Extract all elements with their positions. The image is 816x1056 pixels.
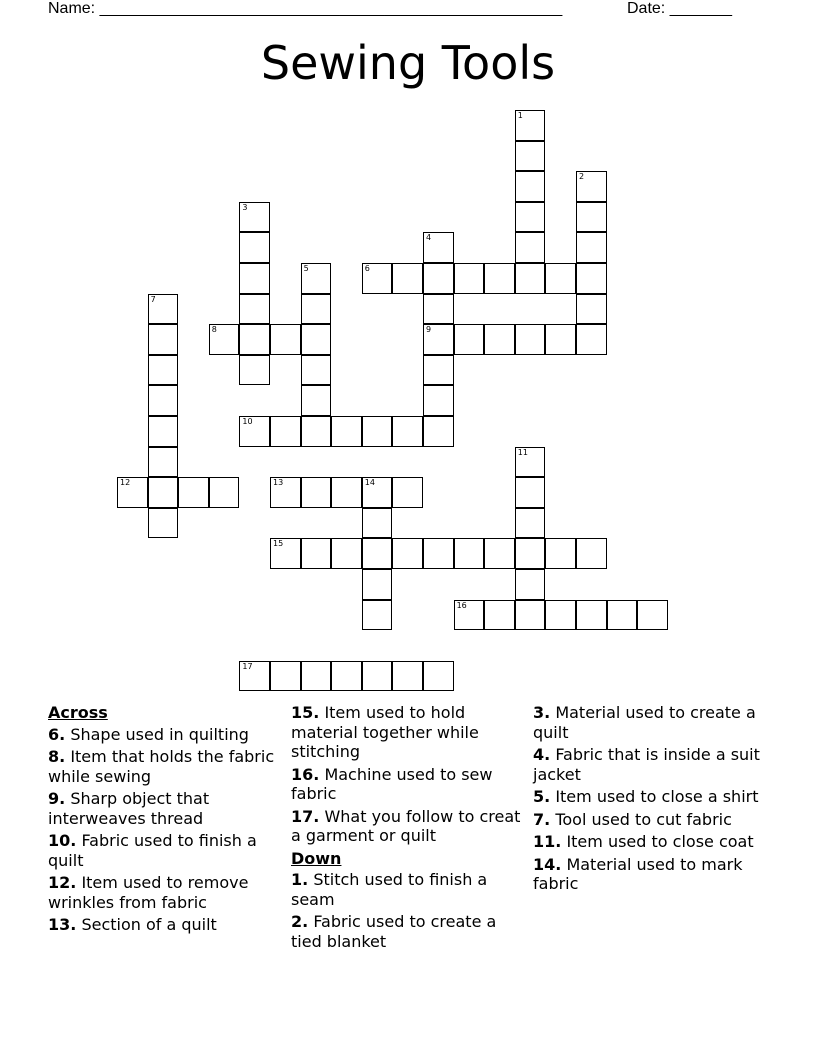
clue-text: Machine used to sew fabric: [291, 764, 493, 803]
clue-number: 10.: [48, 831, 77, 850]
cell-number: 6: [364, 264, 370, 273]
across-clue: [291, 703, 526, 762]
grid-cell[interactable]: [331, 538, 362, 569]
cell-number: 17: [242, 661, 253, 671]
grid-cell[interactable]: [362, 263, 393, 294]
grid-cell[interactable]: [423, 263, 454, 294]
cell-number: 4: [426, 233, 432, 243]
date-field[interactable]: Date: _______: [627, 0, 732, 17]
clue-text: What you follow to creat a garment or quilt: [291, 806, 521, 845]
grid-cell[interactable]: [362, 569, 393, 600]
clue-number: 2.: [291, 912, 309, 931]
grid-cell[interactable]: [270, 477, 301, 508]
grid-cell[interactable]: [392, 416, 423, 447]
grid-cell[interactable]: [607, 600, 638, 631]
grid-cell[interactable]: [515, 508, 546, 539]
across-clue: [48, 789, 283, 828]
cell-number: 7: [150, 294, 156, 304]
grid-cell[interactable]: [545, 324, 576, 355]
grid-cell[interactable]: [576, 324, 607, 355]
down-clue: [291, 870, 526, 909]
name-field[interactable]: Name: ____________________________________________________: [48, 0, 563, 17]
cell-number: 12: [120, 478, 131, 488]
grid-cell[interactable]: [515, 232, 546, 263]
across-clue: [48, 915, 283, 935]
grid-cell[interactable]: [301, 263, 332, 294]
grid-cell[interactable]: [301, 416, 332, 447]
clue-text: Item used to remove wrinkles from fabric: [48, 873, 249, 912]
down-clue: [291, 912, 526, 951]
grid-cell[interactable]: [301, 477, 332, 508]
grid-cell[interactable]: [209, 324, 240, 355]
grid-cell[interactable]: [637, 600, 668, 631]
grid-cell[interactable]: [270, 416, 301, 447]
grid-cell[interactable]: [239, 294, 270, 325]
grid-cell[interactable]: [301, 324, 332, 355]
clue-number: 8.: [48, 747, 66, 766]
clue-number: 9.: [48, 789, 66, 808]
grid-cell[interactable]: [392, 538, 423, 569]
grid-cell[interactable]: [454, 263, 485, 294]
clues-column-3: [533, 703, 768, 897]
grid-cell[interactable]: [484, 538, 515, 569]
grid-cell[interactable]: [423, 232, 454, 263]
cell-number: 15: [273, 539, 284, 549]
grid-cell[interactable]: [239, 416, 270, 447]
grid-cell[interactable]: [484, 263, 515, 294]
grid-cell[interactable]: [515, 171, 546, 202]
grid-cell[interactable]: [423, 385, 454, 416]
grid-cell[interactable]: [270, 324, 301, 355]
cell-number: 14: [364, 478, 375, 488]
clue-text: Stitch used to finish a seam: [291, 870, 488, 909]
grid-cell[interactable]: [423, 324, 454, 355]
grid-cell[interactable]: [148, 294, 179, 325]
clue-text: Tool used to cut fabric: [555, 809, 732, 829]
grid-cell[interactable]: [270, 661, 301, 692]
grid-cell[interactable]: [515, 538, 546, 569]
down-clue: [533, 810, 768, 830]
grid-cell[interactable]: [576, 171, 607, 202]
grid-cell[interactable]: [484, 600, 515, 631]
grid-cell[interactable]: [239, 324, 270, 355]
grid-cell[interactable]: [239, 202, 270, 233]
cell-number: 5: [303, 264, 309, 273]
grid-cell[interactable]: [301, 355, 332, 386]
grid-cell[interactable]: [239, 263, 270, 294]
grid-cell[interactable]: [148, 416, 179, 447]
grid-cell[interactable]: [362, 661, 393, 692]
cell-number: 13: [273, 478, 284, 488]
clue-number: 15.: [291, 703, 320, 722]
grid-cell[interactable]: [301, 294, 332, 325]
clue-text: Item used to close coat: [566, 832, 754, 851]
grid-cell[interactable]: [545, 538, 576, 569]
grid-cell[interactable]: [148, 324, 179, 355]
cell-number: 10: [242, 417, 253, 426]
cell-number: 16: [456, 600, 467, 610]
clue-number: 11.: [533, 832, 562, 851]
grid-cell[interactable]: [515, 202, 546, 233]
across-clue: [291, 765, 526, 804]
grid-cell[interactable]: [362, 508, 393, 539]
across-clue: [48, 831, 283, 870]
grid-cell[interactable]: [484, 324, 515, 355]
grid-cell[interactable]: [148, 477, 179, 508]
clue-number: 3.: [533, 703, 551, 722]
grid-cell[interactable]: [392, 263, 423, 294]
down-clue: [533, 745, 768, 784]
grid-cell[interactable]: [545, 263, 576, 294]
grid-cell[interactable]: [331, 477, 362, 508]
clue-number: 12.: [48, 873, 77, 892]
cell-number: 11: [517, 447, 528, 457]
across-clue: [48, 725, 283, 745]
down-heading: Down: [291, 848, 342, 868]
grid-cell[interactable]: [362, 600, 393, 631]
down-clue: [533, 787, 768, 807]
clue-text: Shape used in quilting: [70, 724, 249, 744]
clue-number: 17.: [291, 806, 320, 826]
clue-text: Fabric that is inside a suit jacket: [533, 745, 760, 784]
down-clue: [533, 855, 768, 894]
grid-cell[interactable]: [362, 538, 393, 569]
clue-number: 5.: [533, 787, 551, 806]
down-clue: [533, 832, 768, 852]
clue-number: 4.: [533, 745, 551, 764]
grid-cell[interactable]: [515, 324, 546, 355]
grid-cell[interactable]: [148, 508, 179, 539]
grid-cell[interactable]: [576, 263, 607, 294]
grid-cell[interactable]: [423, 355, 454, 386]
grid-cell[interactable]: [148, 355, 179, 386]
grid-cell[interactable]: [423, 416, 454, 447]
grid-cell[interactable]: [362, 416, 393, 447]
page-title: Sewing Tools: [260, 36, 556, 90]
grid-cell[interactable]: [301, 661, 332, 692]
grid-cell[interactable]: [301, 538, 332, 569]
grid-cell[interactable]: [331, 416, 362, 447]
grid-cell[interactable]: [392, 661, 423, 692]
cell-number: 2: [579, 172, 585, 182]
across-clue: [48, 747, 283, 786]
grid-cell[interactable]: [576, 600, 607, 631]
clue-text: Material used to mark fabric: [533, 854, 743, 893]
grid-cell[interactable]: [148, 447, 179, 478]
grid-cell[interactable]: [576, 538, 607, 569]
across-heading: Across: [48, 703, 108, 722]
clues-column-2: [291, 703, 526, 954]
grid-cell[interactable]: [545, 600, 576, 631]
grid-cell[interactable]: [423, 661, 454, 692]
grid-cell[interactable]: [209, 477, 240, 508]
grid-cell[interactable]: [270, 538, 301, 569]
clue-number: 1.: [291, 870, 309, 889]
clue-text: Sharp object that interweaves thread: [48, 789, 210, 828]
grid-cell[interactable]: [239, 232, 270, 263]
across-clue: [291, 807, 526, 846]
down-clue: [533, 703, 768, 742]
cell-number: 3: [242, 202, 248, 212]
grid-cell[interactable]: [515, 600, 546, 631]
clue-text: Item used to close a shirt: [555, 787, 759, 806]
grid-cell[interactable]: [454, 600, 485, 631]
clue-number: 6.: [48, 724, 66, 744]
grid-cell[interactable]: [454, 538, 485, 569]
clue-text: Fabric used to create a tied blanket: [291, 912, 497, 951]
clue-text: Material used to create a quilt: [533, 703, 756, 742]
grid-cell[interactable]: [515, 477, 546, 508]
grid-cell[interactable]: [576, 202, 607, 233]
across-clue: [48, 873, 283, 912]
clue-text: Item used to hold material together while stitching: [291, 703, 479, 761]
grid-cell[interactable]: [454, 324, 485, 355]
cell-number: 9: [426, 325, 432, 335]
cell-number: 1: [517, 111, 523, 120]
grid-cell[interactable]: [576, 294, 607, 325]
grid-cell[interactable]: [331, 661, 362, 692]
clues-column-1: [48, 703, 283, 938]
grid-cell[interactable]: [148, 385, 179, 416]
grid-cell[interactable]: [515, 141, 546, 172]
grid-cell[interactable]: [362, 477, 393, 508]
grid-cell[interactable]: [515, 263, 546, 294]
grid-cell[interactable]: [515, 447, 546, 478]
clue-text: Fabric used to finish a quilt: [48, 831, 257, 870]
clue-text: Section of a quilt: [81, 915, 217, 934]
clue-number: 13.: [48, 915, 77, 934]
grid-cell[interactable]: [392, 477, 423, 508]
grid-cell[interactable]: [515, 110, 546, 141]
clue-number: 7.: [533, 809, 551, 829]
clue-number: 14.: [533, 854, 562, 874]
grid-cell[interactable]: [301, 385, 332, 416]
clue-text: Item that holds the fabric while sewing: [48, 747, 275, 786]
grid-cell[interactable]: [423, 294, 454, 325]
grid-cell[interactable]: [178, 477, 209, 508]
grid-cell[interactable]: [239, 355, 270, 386]
clue-number: 16.: [291, 764, 320, 784]
grid-cell[interactable]: [515, 569, 546, 600]
cell-number: 8: [211, 325, 217, 335]
grid-cell[interactable]: [423, 538, 454, 569]
grid-cell[interactable]: [576, 232, 607, 263]
grid-cell[interactable]: [239, 661, 270, 692]
grid-cell[interactable]: [117, 477, 148, 508]
